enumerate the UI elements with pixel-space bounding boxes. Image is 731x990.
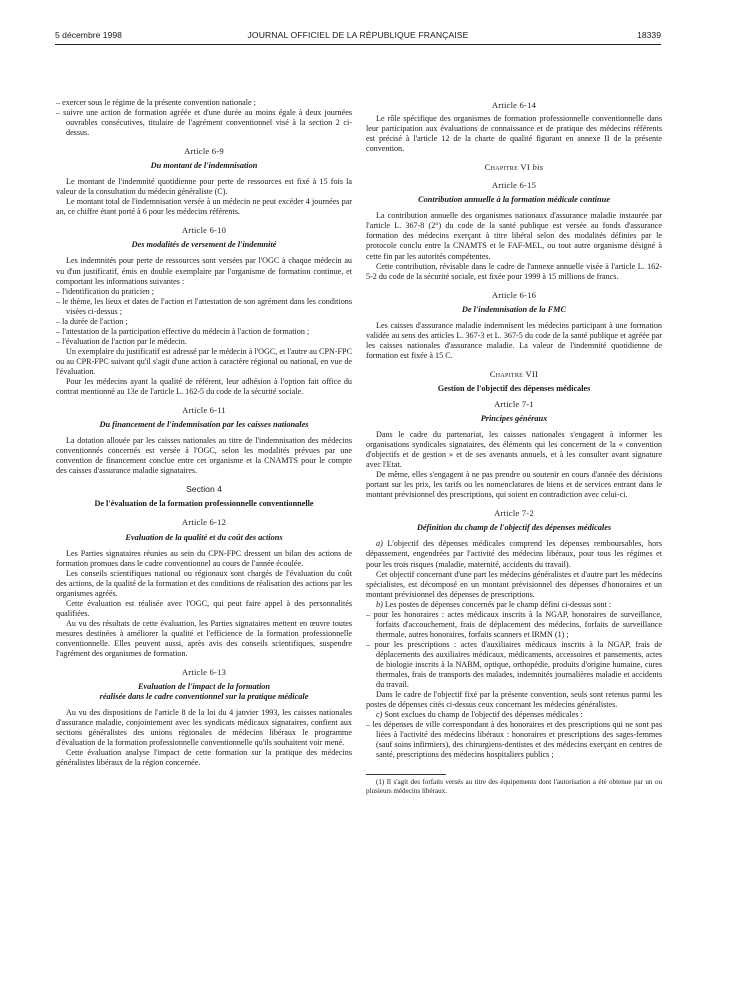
list-item: – l'évaluation de l'action par le médecin.	[56, 336, 187, 346]
header-page-number: 18339	[637, 30, 661, 40]
footnote: (1) Il s'agit des forfaits versés au titre des équipements dont l'autorisation a été obtenue par un ou plusieurs médecins libéraux.	[366, 778, 662, 795]
chapter-suffix: bis	[532, 162, 544, 173]
list-item: – pour les prescriptions : actes d'auxiliaires médicaux inscrits à la NGAP, frais de déplacements des auxiliaires médicaux, médicaments, accessoires et pansements, actes de biologie inscrits à la NABM, optique, orthopédie, produits d'origine humaine, cures thermales, frais de transports des malades, indemnités journalières maladie et accidents du travail.	[366, 639, 662, 690]
article-heading: Article 6-9	[184, 146, 224, 157]
paragraph: Le rôle spécifique des organismes de formation professionnelle conventionnelle dans leur participation aux évaluations de connaissance et de pratique des médecins référents est précisé à l'article 12 de la charte de qualité figurant en annexe II de la présente convention.	[366, 114, 662, 154]
paragraph: De même, elles s'engagent à ne pas prendre ou soutenir en cours d'année des décisions portant sur les prix, les tarifs ou les nomenclatures de biens et de services entrant dans le montant prévisionnel des prescriptions, qui soient en contradiction avec celui-ci.	[366, 470, 662, 500]
article-title: Principes généraux	[480, 414, 548, 424]
article-heading: Article 7-2	[494, 508, 534, 519]
article-heading: Article 6-10	[181, 225, 227, 236]
paragraph: a) L'objectif des dépenses médicales comprend les dépenses remboursables, hors dépassement, engendrées par l'activité des médecins libéraux, pour tous les régimes et pour les trois risques (maladie, maternité, accidents du travail).	[366, 539, 662, 569]
article-heading: Article 6-12	[181, 517, 227, 528]
article-heading: Article 6-14	[491, 100, 537, 110]
article-heading: Article 6-16	[491, 289, 537, 300]
paragraph: Les caisses d'assurance maladie indemnisent les médecins participant à une formation validée au sens des articles L. 367-3 et L. 367-5 du code de la santé publique et agréée par les caisses nationales d'assurance maladie. La valeur de l'indemnité quotidienne de formation est fixée à 15 C.	[366, 320, 662, 360]
footnote-rule	[366, 774, 446, 775]
left-column	[56, 98, 352, 768]
header-date: 5 décembre 1998	[55, 30, 122, 40]
list-item: – exercer sous le régime de la présente convention nationale ;	[56, 98, 256, 107]
paragraph: La dotation allouée par les caisses nationales au titre de l'indemnisation des médecins conventionnés concernés est versée à l'OGC, selon les modalités prévues par une convention de financement conclue entre cet organisme et la CNAMTS pour le compte des caisses d'assurance maladie signataires.	[56, 436, 352, 476]
list-item: – la durée de l'action ;	[56, 316, 128, 326]
item-letter: a)	[376, 539, 383, 549]
paragraph: Dans le cadre de l'objectif fixé par la présente convention, seuls sont retenus parmi les postes de dépenses cités ci-dessus ceux concernant les médecins généralistes.	[366, 690, 662, 710]
paragraph: Les conseils scientifiques national ou régionaux sont chargés de l'évaluation du coût des actions, de la qualité de la formation et des conditions de réalisation des actions par les organismes agréés.	[56, 568, 352, 598]
article-title: Des modalités de versement de l'indemnité	[131, 240, 277, 250]
article-title-line-1: Evaluation de l'impact de la formation	[137, 682, 271, 692]
paragraph: b) Les postes de dépenses concernés par le champ défini ci-dessus sont :	[376, 599, 612, 609]
list-item: – l'attestation de la participation effective du médecin à l'action de formation ;	[56, 326, 310, 336]
chapter-word: Chapitre	[489, 368, 524, 379]
article-title-line-2: réalisée dans le cadre conventionnel sur la pratique médicale	[99, 692, 309, 702]
paragraph: Le montant de l'indemnité quotidienne pour perte de ressources est fixé à 15 fois la valeur de la consultation du médecin généraliste (C).	[56, 177, 352, 197]
article-title: De l'indemnisation de la FMC	[461, 304, 567, 314]
article-title: Définition du champ de l'objectif des dépenses médicales	[416, 523, 612, 533]
list-item: – suivre une action de formation agréée et d'une durée au moins égale à deux journées ouvrables consécutives, titulaire de l'agrément conventionnel visé à la section 2 ci-dessus.	[56, 108, 352, 138]
article-title: Du montant de l'indemnisation	[150, 161, 258, 171]
article-title: Du financement de l'indemnisation par les caisses nationales	[99, 420, 309, 430]
chapter-word: Chapitre	[484, 162, 519, 173]
paragraph: Un exemplaire du justificatif est adressé par le médecin à l'OGC, et l'autre au CPN-FPC ou au CPR-FPC suivant qu'il s'agit d'une action à caractère régional ou national, en vue de l'évaluation.	[56, 346, 352, 376]
paragraph: Au vu des dispositions de l'article 8 de la loi du 4 janvier 1993, les caisses nationales d'assurance maladie, conjointement avec les syndicats médicaux signataires, confient aux sections généralistes des unions régionales de médecins libéraux le programme d'évaluation de la formation professionnelle conventionnelle qu'ils souhaitent voir mené.	[56, 708, 352, 748]
paragraph: Cette évaluation est réalisée avec l'OGC, qui peut faire appel à des personnalités qualifiées.	[56, 598, 352, 618]
article-title: Evaluation de la qualité et du coût des actions	[125, 532, 283, 542]
paragraph: Les Parties signataires réunies au sein du CPN-FPC dressent un bilan des actions de formation promues dans le cadre conventionnel au cours de l'année écoulée.	[56, 548, 352, 568]
chapter-heading	[366, 162, 662, 172]
list-item: – le thème, les lieux et dates de l'action et l'attestation de son agrément dans les conditions visées ci-dessus ;	[56, 296, 352, 316]
article-title: Contribution annuelle à la formation médicale continue	[418, 195, 610, 205]
header-rule	[55, 44, 661, 45]
header-journal-title: JOURNAL OFFICIEL DE LA RÉPUBLIQUE FRANÇAISE	[247, 30, 469, 40]
section-title: De l'évaluation de la formation professionnelle conventionnelle	[94, 499, 314, 509]
paragraph: c) Sont exclues du champ de l'objectif des dépenses médicales :	[376, 710, 583, 720]
chapter-title: Gestion de l'objectif des dépenses médicales	[437, 383, 591, 393]
article-heading: Article 6-15	[491, 180, 537, 191]
paragraph: Pour les médecins ayant la qualité de référent, leur adhésion à l'option fait office du contrat mentionné au 13e de l'article L. 162-5 du code de la sécurité sociale.	[56, 377, 352, 397]
paragraph: La contribution annuelle des organismes nationaux d'assurance maladie instaurée par l'article L. 367-8 (2°) du code de la santé publique est versée au fonds d'assurance formation des médecins exerçant à titre libéral selon des modalités définies par le protocole conclu entre la CNAMTS et le FAF-MEL, ou tout autre organisme désigné à cette fin par les autorités compétentes.	[366, 211, 662, 261]
list-item: – pour les honoraires : actes médicaux inscrits à la NGAP, honoraires de surveillance, forfaits d'accouchement, frais de déplacement des médecins, forfaits de surveillance thermale, autres honoraires, forfaits scanners et IRMN (1) ;	[366, 609, 662, 639]
paragraph: Dans le cadre du partenariat, les caisses nationales s'engagent à informer les organisations syndicales signataires, des éléments qui les concernent de la « convention d'objectifs et de gestion » et de ses avenants annuels, et à les consulter avant signature avec l'Etat.	[366, 430, 662, 470]
list-item: – les dépenses de ville correspondant à des honoraires et des prescriptions qui ne sont pas liées à l'activité des médecins libéraux : honoraires et prescriptions des sages-femmes (sauf soins infirmiers), des chirurgiens-dentistes et des médecins exerçant en centres de santé, prescriptions des médecins hospitaliers publics ;	[366, 720, 662, 760]
chapter-number: VI	[520, 162, 531, 173]
list-item: – l'identification du praticien ;	[56, 286, 155, 296]
right-column	[366, 100, 662, 795]
item-letter: c)	[376, 710, 383, 720]
paragraph: Le montant total de l'indemnisation versée à un médecin ne peut excéder 4 journées par an, ce chiffre étant porté à 6 pour les médecins référents.	[56, 197, 352, 217]
paragraph: Au vu des résultats de cette évaluation, les Parties signataires mettent en œuvre toutes mesures destinées à améliorer la qualité et l'efficience de la formation professionnelle conventionnelle. Elles peuvent aussi, après avis des conseils scientifiques, suspendre l'agrément des organismes de formation.	[56, 618, 352, 658]
paragraph: Cet objectif concernant d'une part les médecins généralistes et d'autre part les médecins spécialistes, est décomposé en un montant prévisionnel des dépenses d'honoraires et un montant prévisionnel des dépenses de prescriptions.	[366, 569, 662, 599]
chapter-heading	[366, 369, 662, 379]
section-heading: Section 4	[186, 484, 222, 495]
paragraph: Les indemnités pour perte de ressources sont versées par l'OGC à chaque médecin au vu d'un justificatif, émis en double exemplaire par l'organisme de formation continue, et comportant les informations suivantes :	[56, 256, 352, 286]
page-header	[55, 30, 661, 44]
article-heading: Article 7-1	[494, 398, 534, 409]
chapter-number: VII	[525, 368, 539, 379]
paragraph: Cette contribution, révisable dans le cadre de l'annexe annuelle visée à l'article L. 162-5-2 du code de la sécurité sociale, est fixée pour 1999 à 15 millions de francs.	[366, 261, 662, 281]
article-heading: Article 6-11	[182, 405, 226, 416]
paragraph: Cette évaluation analyse l'impact de cette formation sur la pratique des médecins généralistes libéraux de la région concernée.	[56, 748, 352, 768]
item-letter: b)	[376, 599, 383, 609]
article-heading: Article 6-13	[181, 667, 227, 678]
